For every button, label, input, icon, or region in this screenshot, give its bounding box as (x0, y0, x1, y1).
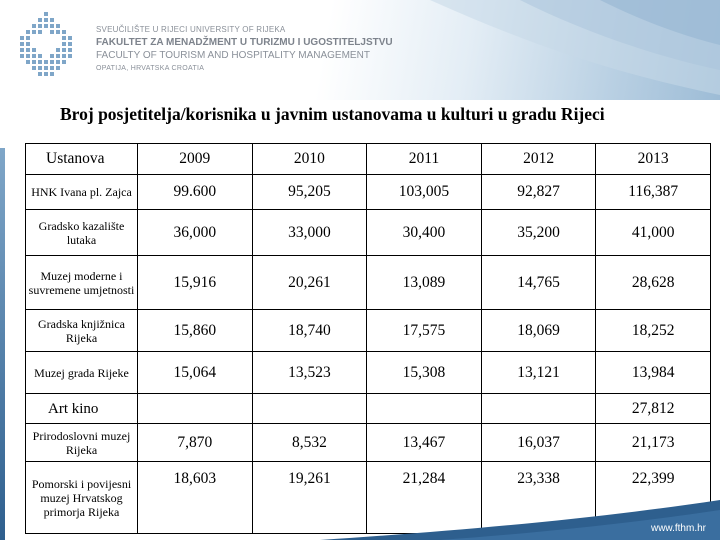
value-cell: 99.600 (138, 175, 253, 210)
value-cell: 28,628 (596, 256, 711, 310)
institution-name: Pomorski i povijesni muzej Hrvatskog primorja Rijeka (26, 462, 138, 534)
value-cell: 8,532 (252, 424, 367, 462)
table-row (26, 424, 711, 462)
value-cell: 103,005 (367, 175, 482, 210)
footer-url: www.fthm.hr (650, 523, 706, 534)
value-cell: 13,121 (481, 352, 596, 394)
table-row (26, 394, 711, 424)
value-cell: 116,387 (596, 175, 711, 210)
header-ustanova: Ustanova (26, 144, 138, 175)
value-cell: 13,984 (596, 352, 711, 394)
value-cell: 15,860 (138, 310, 253, 352)
value-cell: 41,000 (596, 210, 711, 256)
faculty-name-hr: FAKULTET ZA MENADŽMENT U TURIZMU I UGOSTITELJSTVU (96, 37, 393, 48)
header-year: 2009 (138, 144, 253, 175)
value-cell: 20,261 (252, 256, 367, 310)
university-line: SVEUČILIŠTE U RIJECI UNIVERSITY OF RIJEKA (96, 25, 286, 34)
value-cell: 16,037 (481, 424, 596, 462)
value-cell (367, 394, 482, 424)
value-cell: 13,523 (252, 352, 367, 394)
value-cell: 15,308 (367, 352, 482, 394)
header-year: 2012 (481, 144, 596, 175)
university-logo-icon (14, 10, 78, 82)
value-cell: 19,261 (252, 462, 367, 534)
value-cell: 14,765 (481, 256, 596, 310)
institution-name: Prirodoslovni muzej Rijeka (26, 424, 138, 462)
value-cell: 35,200 (481, 210, 596, 256)
table-row (26, 256, 711, 310)
table-row (26, 175, 711, 210)
value-cell: 15,064 (138, 352, 253, 394)
institution-name: Art kino (26, 394, 138, 424)
left-accent-bar (0, 148, 5, 540)
value-cell: 18,740 (252, 310, 367, 352)
value-cell (481, 394, 596, 424)
value-cell: 18,069 (481, 310, 596, 352)
value-cell: 30,400 (367, 210, 482, 256)
slide-title: Broj posjetitelja/korisnika u javnim ustanovama u kulturi u gradu Rijeci (60, 104, 605, 124)
value-cell: 13,089 (367, 256, 482, 310)
value-cell: 18,252 (596, 310, 711, 352)
value-cell: 7,870 (138, 424, 253, 462)
faculty-location: OPATIJA, HRVATSKA CROATIA (96, 65, 205, 72)
institution-name: Muzej grada Rijeke (26, 352, 138, 394)
faculty-name-en: FACULTY OF TOURISM AND HOSPITALITY MANAGEMENT (96, 50, 370, 61)
table-header-row (26, 144, 711, 175)
institution-name: Muzej moderne i suvremene umjetnosti (26, 256, 138, 310)
value-cell: 13,467 (367, 424, 482, 462)
value-cell: 21,284 (367, 462, 482, 534)
value-cell: 95,205 (252, 175, 367, 210)
faculty-logo-text (96, 23, 416, 75)
value-cell: 23,338 (481, 462, 596, 534)
value-cell: 17,575 (367, 310, 482, 352)
table-row (26, 210, 711, 256)
institution-name: HNK Ivana pl. Zajca (26, 175, 138, 210)
footer-wave-decoration (320, 500, 720, 540)
value-cell: 33,000 (252, 210, 367, 256)
value-cell: 92,827 (481, 175, 596, 210)
value-cell (138, 394, 253, 424)
value-cell: 15,916 (138, 256, 253, 310)
value-cell: 36,000 (138, 210, 253, 256)
header-year: 2011 (367, 144, 482, 175)
value-cell: 18,603 (138, 462, 253, 534)
value-cell: 27,812 (596, 394, 711, 424)
value-cell: 21,173 (596, 424, 711, 462)
institution-name: Gradsko kazalište lutaka (26, 210, 138, 256)
table-row (26, 310, 711, 352)
visitors-table (25, 143, 711, 534)
institution-name: Gradska knjižnica Rijeka (26, 310, 138, 352)
value-cell (252, 394, 367, 424)
header-year: 2013 (596, 144, 711, 175)
value-cell: 22,399 (596, 462, 711, 534)
header-year: 2010 (252, 144, 367, 175)
table-row (26, 352, 711, 394)
